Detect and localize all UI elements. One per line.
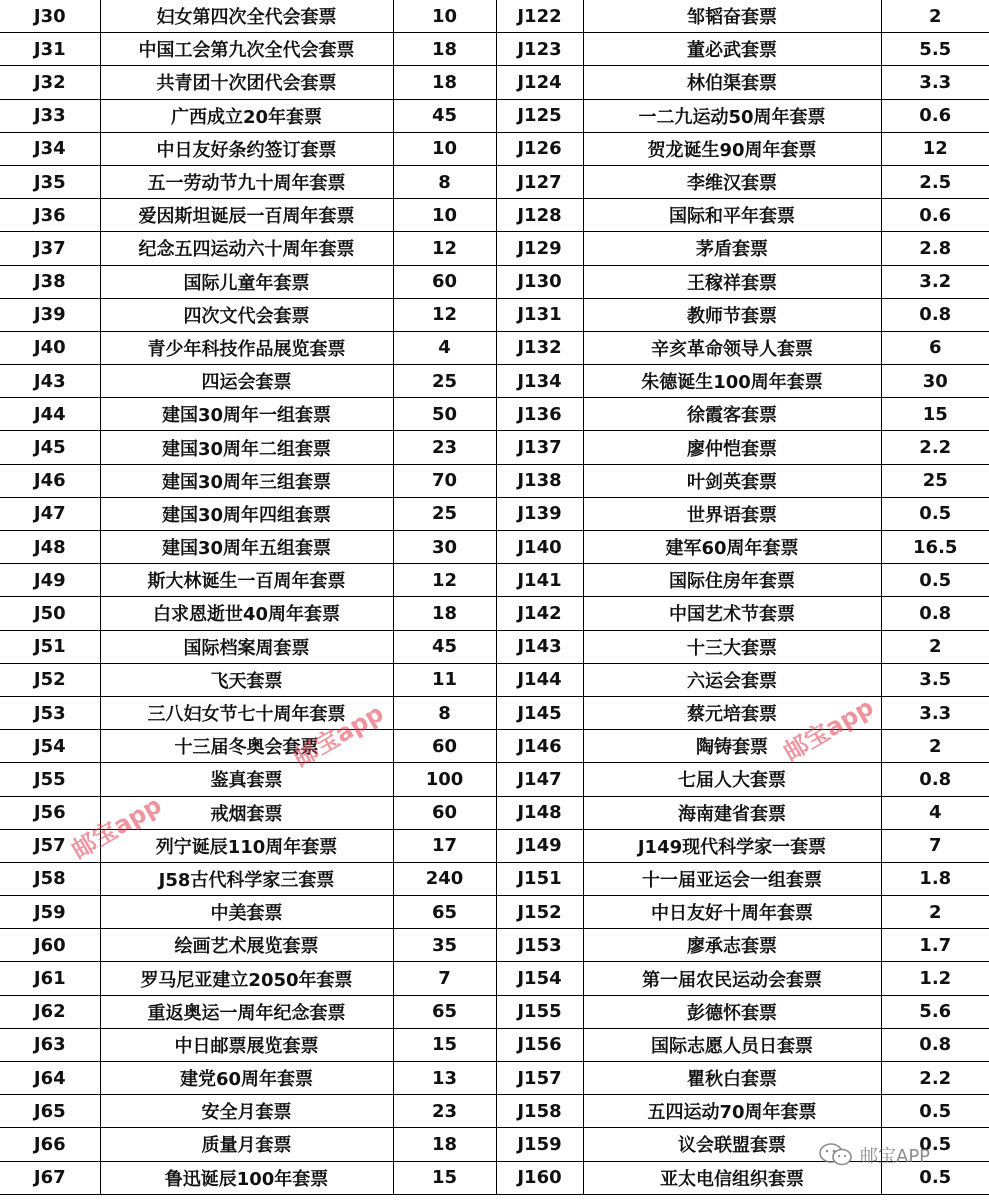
- stamp-id-left: J67: [0, 1161, 100, 1194]
- stamp-id-right: J132: [496, 331, 583, 364]
- stamp-name-right: J149现代科学家一套票: [583, 829, 881, 862]
- table-row: [0, 696, 989, 729]
- stamp-name-right: 陶铸套票: [583, 730, 881, 763]
- table-row: [0, 796, 989, 829]
- stamp-name-right: 瞿秋白套票: [583, 1062, 881, 1095]
- stamp-id-right: J143: [496, 630, 583, 663]
- stamp-id-right: J138: [496, 464, 583, 497]
- stamp-id-left: J37: [0, 232, 100, 265]
- stamp-price-right: 3.5: [881, 663, 989, 696]
- stamp-id-left: J66: [0, 1128, 100, 1161]
- stamp-price-left: 35: [393, 929, 496, 962]
- stamp-name-left: 国际档案周套票: [100, 630, 393, 663]
- table-row: [0, 99, 989, 132]
- stamp-id-right: J139: [496, 497, 583, 530]
- stamp-id-left: J64: [0, 1062, 100, 1095]
- table-row: [0, 497, 989, 530]
- stamp-id-left: J63: [0, 1028, 100, 1061]
- stamp-name-right: 中日友好十周年套票: [583, 896, 881, 929]
- stamp-id-right: J122: [496, 0, 583, 33]
- stamp-id-right: J129: [496, 232, 583, 265]
- stamp-name-right: 中国艺术节套票: [583, 597, 881, 630]
- stamp-price-right: 15: [881, 398, 989, 431]
- stamp-name-right: 十一届亚运会一组套票: [583, 862, 881, 895]
- stamp-name-left: 中美套票: [100, 896, 393, 929]
- stamp-id-right: J130: [496, 265, 583, 298]
- table-row: [0, 763, 989, 796]
- stamp-price-left: 100: [393, 763, 496, 796]
- stamp-id-right: J144: [496, 663, 583, 696]
- stamp-name-left: 四运会套票: [100, 365, 393, 398]
- stamp-id-left: J49: [0, 564, 100, 597]
- stamp-id-left: J46: [0, 464, 100, 497]
- table-row: [0, 896, 989, 929]
- stamp-id-left: J50: [0, 597, 100, 630]
- stamp-price-left: 30: [393, 531, 496, 564]
- table-row: [0, 929, 989, 962]
- stamp-price-right: 5.5: [881, 33, 989, 66]
- stamp-id-left: J39: [0, 298, 100, 331]
- stamp-price-right: 30: [881, 365, 989, 398]
- stamp-name-right: 国际住房年套票: [583, 564, 881, 597]
- stamp-id-left: J35: [0, 165, 100, 198]
- stamp-price-right: 3.3: [881, 66, 989, 99]
- table-row: [0, 995, 989, 1028]
- table-row: [0, 365, 989, 398]
- table-row: [0, 298, 989, 331]
- stamp-price-left: 15: [393, 1161, 496, 1194]
- stamp-id-right: J128: [496, 199, 583, 232]
- stamp-name-right: 邹韬奋套票: [583, 0, 881, 33]
- table-row: [0, 730, 989, 763]
- table-row: [0, 331, 989, 364]
- wechat-account-name: 邮宝APP: [860, 1146, 931, 1167]
- stamp-name-left: 国际儿童年套票: [100, 265, 393, 298]
- table-row: [0, 663, 989, 696]
- stamp-id-left: J55: [0, 763, 100, 796]
- stamp-id-right: J141: [496, 564, 583, 597]
- stamp-id-right: J149: [496, 829, 583, 862]
- stamp-price-right: 0.5: [881, 1161, 989, 1194]
- stamp-name-right: 林伯渠套票: [583, 66, 881, 99]
- stamp-name-left: 飞天套票: [100, 663, 393, 696]
- stamp-name-right: 世界语套票: [583, 497, 881, 530]
- stamp-price-left: 10: [393, 199, 496, 232]
- stamp-price-left: 60: [393, 730, 496, 763]
- stamp-name-left: 青少年科技作品展览套票: [100, 331, 393, 364]
- table-row: [0, 862, 989, 895]
- stamp-name-left: 妇女第四次全代会套票: [100, 0, 393, 33]
- stamp-id-right: J140: [496, 531, 583, 564]
- stamp-name-right: 朱德诞生100周年套票: [583, 365, 881, 398]
- stamp-id-right: J158: [496, 1095, 583, 1128]
- stamp-price-right: 2.8: [881, 232, 989, 265]
- stamp-id-left: J60: [0, 929, 100, 962]
- stamp-name-left: 建国30周年三组套票: [100, 464, 393, 497]
- table-row: [0, 464, 989, 497]
- stamp-name-right: 廖承志套票: [583, 929, 881, 962]
- stamp-price-left: 45: [393, 99, 496, 132]
- stamp-id-left: J30: [0, 0, 100, 33]
- stamp-price-right: 12: [881, 132, 989, 165]
- stamp-price-left: 7: [393, 962, 496, 995]
- stamp-name-left: 共青团十次团代会套票: [100, 66, 393, 99]
- stamp-price-right: 0.8: [881, 1028, 989, 1061]
- stamp-name-right: 海南建省套票: [583, 796, 881, 829]
- stamp-name-right: 一二九运动50周年套票: [583, 99, 881, 132]
- stamp-id-left: J52: [0, 663, 100, 696]
- stamp-name-right: 十三大套票: [583, 630, 881, 663]
- stamp-name-left: 中日邮票展览套票: [100, 1028, 393, 1061]
- stamp-name-right: 廖仲恺套票: [583, 431, 881, 464]
- table-row: [0, 0, 989, 33]
- table-row: [0, 829, 989, 862]
- stamp-name-right: 贺龙诞生90周年套票: [583, 132, 881, 165]
- stamp-id-right: J151: [496, 862, 583, 895]
- stamp-id-left: J44: [0, 398, 100, 431]
- stamp-name-right: 徐霞客套票: [583, 398, 881, 431]
- table-row: [0, 531, 989, 564]
- stamp-id-left: J56: [0, 796, 100, 829]
- stamp-name-right: 七届人大套票: [583, 763, 881, 796]
- stamp-price-right: 2: [881, 0, 989, 33]
- stamp-id-right: J157: [496, 1062, 583, 1095]
- stamp-price-right: 2: [881, 896, 989, 929]
- stamp-id-left: J47: [0, 497, 100, 530]
- stamp-id-right: J131: [496, 298, 583, 331]
- stamp-price-right: 3.3: [881, 696, 989, 729]
- stamp-name-left: 鲁迅诞辰100年套票: [100, 1161, 393, 1194]
- stamp-price-left: 23: [393, 431, 496, 464]
- stamp-price-left: 60: [393, 265, 496, 298]
- table-row: [0, 165, 989, 198]
- stamp-price-right: 6: [881, 331, 989, 364]
- stamp-name-left: J58古代科学家三套票: [100, 862, 393, 895]
- stamp-name-left: 十三届冬奥会套票: [100, 730, 393, 763]
- stamp-name-left: 列宁诞辰110周年套票: [100, 829, 393, 862]
- stamp-id-left: J54: [0, 730, 100, 763]
- stamp-id-right: J125: [496, 99, 583, 132]
- stamp-name-right: 建军60周年套票: [583, 531, 881, 564]
- stamp-price-right: 7: [881, 829, 989, 862]
- stamp-name-left: 建国30周年四组套票: [100, 497, 393, 530]
- stamp-id-right: J155: [496, 995, 583, 1028]
- stamp-id-right: J134: [496, 365, 583, 398]
- stamp-price-right: 2: [881, 730, 989, 763]
- stamp-id-right: J147: [496, 763, 583, 796]
- stamp-name-right: 议会联盟套票: [583, 1128, 881, 1161]
- table-row: [0, 630, 989, 663]
- stamp-price-left: 17: [393, 829, 496, 862]
- stamp-price-left: 60: [393, 796, 496, 829]
- stamp-id-left: J62: [0, 995, 100, 1028]
- stamp-id-left: J43: [0, 365, 100, 398]
- stamp-id-left: J59: [0, 896, 100, 929]
- stamp-id-right: J152: [496, 896, 583, 929]
- stamp-price-right: 4: [881, 796, 989, 829]
- watermark-app: 邮宝app: [778, 692, 879, 767]
- stamp-price-right: 25: [881, 464, 989, 497]
- stamp-price-right: 16.5: [881, 531, 989, 564]
- stamp-id-left: J38: [0, 265, 100, 298]
- stamp-id-right: J153: [496, 929, 583, 962]
- table-row: [0, 199, 989, 232]
- table-row: [0, 597, 989, 630]
- stamp-price-right: 1.7: [881, 929, 989, 962]
- stamp-name-left: 建国30周年一组套票: [100, 398, 393, 431]
- stamp-id-right: J148: [496, 796, 583, 829]
- stamp-name-left: 中国工会第九次全代会套票: [100, 33, 393, 66]
- stamp-price-left: 13: [393, 1062, 496, 1095]
- stamp-id-right: J145: [496, 696, 583, 729]
- stamp-id-right: J123: [496, 33, 583, 66]
- stamp-price-right: 0.5: [881, 1095, 989, 1128]
- stamp-price-left: 18: [393, 33, 496, 66]
- table-row: [0, 265, 989, 298]
- stamp-name-left: 安全月套票: [100, 1095, 393, 1128]
- stamp-name-right: 第一届农民运动会套票: [583, 962, 881, 995]
- stamp-name-left: 五一劳动节九十周年套票: [100, 165, 393, 198]
- stamp-price-left: 45: [393, 630, 496, 663]
- stamp-id-left: J51: [0, 630, 100, 663]
- stamp-price-right: 0.8: [881, 298, 989, 331]
- stamp-price-right: 2.2: [881, 1062, 989, 1095]
- table-row: [0, 1062, 989, 1095]
- stamp-name-left: 质量月套票: [100, 1128, 393, 1161]
- stamp-id-left: J34: [0, 132, 100, 165]
- stamp-price-left: 12: [393, 298, 496, 331]
- stamp-price-right: 0.5: [881, 564, 989, 597]
- stamp-price-left: 18: [393, 1128, 496, 1161]
- stamp-id-right: J127: [496, 165, 583, 198]
- stamp-price-right: 2.5: [881, 165, 989, 198]
- stamp-price-right: 5.6: [881, 995, 989, 1028]
- stamp-id-left: J65: [0, 1095, 100, 1128]
- stamp-price-right: 0.8: [881, 597, 989, 630]
- stamp-price-right: 2: [881, 630, 989, 663]
- table-row: [0, 962, 989, 995]
- stamp-price-left: 10: [393, 132, 496, 165]
- stamp-price-left: 8: [393, 165, 496, 198]
- stamp-price-left: 23: [393, 1095, 496, 1128]
- stamp-price-left: 25: [393, 365, 496, 398]
- stamp-name-right: 彭德怀套票: [583, 995, 881, 1028]
- stamp-name-left: 中日友好条约签订套票: [100, 132, 393, 165]
- stamp-name-left: 广西成立20年套票: [100, 99, 393, 132]
- stamp-name-right: 国际和平年套票: [583, 199, 881, 232]
- stamp-name-left: 白求恩逝世40周年套票: [100, 597, 393, 630]
- stamp-price-left: 18: [393, 66, 496, 99]
- stamp-id-left: J32: [0, 66, 100, 99]
- stamp-name-right: 国际志愿人员日套票: [583, 1028, 881, 1061]
- stamp-price-left: 240: [393, 862, 496, 895]
- stamp-name-right: 蔡元培套票: [583, 696, 881, 729]
- stamp-name-left: 爱因斯坦诞辰一百周年套票: [100, 199, 393, 232]
- stamp-name-left: 建国30周年二组套票: [100, 431, 393, 464]
- stamp-price-left: 65: [393, 896, 496, 929]
- stamp-price-left: 18: [393, 597, 496, 630]
- table-row: [0, 564, 989, 597]
- stamp-price-right: 0.5: [881, 497, 989, 530]
- table-row: [0, 1095, 989, 1128]
- stamp-id-right: J160: [496, 1161, 583, 1194]
- stamp-id-left: J33: [0, 99, 100, 132]
- stamp-price-left: 4: [393, 331, 496, 364]
- stamp-id-left: J48: [0, 531, 100, 564]
- stamp-price-left: 15: [393, 1028, 496, 1061]
- table-row: [0, 33, 989, 66]
- stamp-name-right: 董必武套票: [583, 33, 881, 66]
- stamp-id-left: J57: [0, 829, 100, 862]
- stamp-id-right: J136: [496, 398, 583, 431]
- stamp-price-left: 25: [393, 497, 496, 530]
- stamp-id-right: J159: [496, 1128, 583, 1161]
- stamp-name-right: 六运会套票: [583, 663, 881, 696]
- stamp-id-left: J36: [0, 199, 100, 232]
- stamp-id-left: J31: [0, 33, 100, 66]
- stamp-id-right: J124: [496, 66, 583, 99]
- stamp-id-left: J53: [0, 696, 100, 729]
- watermark-app: 邮宝app: [288, 698, 389, 773]
- stamp-name-left: 斯大林诞生一百周年套票: [100, 564, 393, 597]
- stamp-id-right: J156: [496, 1028, 583, 1061]
- stamp-id-left: J40: [0, 331, 100, 364]
- stamp-name-right: 叶剑英套票: [583, 464, 881, 497]
- stamp-price-left: 70: [393, 464, 496, 497]
- stamp-price-left: 12: [393, 232, 496, 265]
- stamp-name-right: 茅盾套票: [583, 232, 881, 265]
- stamp-id-right: J137: [496, 431, 583, 464]
- stamp-price-left: 12: [393, 564, 496, 597]
- table-row: [0, 66, 989, 99]
- stamp-name-right: 王稼祥套票: [583, 265, 881, 298]
- stamp-price-right: 0.8: [881, 763, 989, 796]
- stamp-name-left: 四次文代会套票: [100, 298, 393, 331]
- stamp-name-left: 罗马尼亚建立2050年套票: [100, 962, 393, 995]
- stamp-name-right: 辛亥革命领导人套票: [583, 331, 881, 364]
- stamp-name-left: 三八妇女节七十周年套票: [100, 696, 393, 729]
- stamp-name-right: 李维汉套票: [583, 165, 881, 198]
- stamp-price-right: 0.6: [881, 199, 989, 232]
- table-row: [0, 132, 989, 165]
- stamp-id-right: J126: [496, 132, 583, 165]
- stamp-price-right: 0.5: [881, 1128, 989, 1161]
- stamp-price-right: 1.2: [881, 962, 989, 995]
- table-row: [0, 1161, 989, 1194]
- table-row: [0, 431, 989, 464]
- stamp-price-left: 50: [393, 398, 496, 431]
- stamp-name-left: 纪念五四运动六十周年套票: [100, 232, 393, 265]
- stamp-price-right: 1.8: [881, 862, 989, 895]
- table-row: [0, 232, 989, 265]
- stamp-name-right: 五四运动70周年套票: [583, 1095, 881, 1128]
- stamp-name-left: 建党60周年套票: [100, 1062, 393, 1095]
- table-row: [0, 398, 989, 431]
- watermark-app: 邮宝app: [66, 790, 167, 865]
- stamp-price-left: 65: [393, 995, 496, 1028]
- stamp-price-left: 8: [393, 696, 496, 729]
- stamp-name-left: 绘画艺术展览套票: [100, 929, 393, 962]
- stamp-id-right: J142: [496, 597, 583, 630]
- stamp-name-left: 重返奥运一周年纪念套票: [100, 995, 393, 1028]
- stamp-price-right: 3.2: [881, 265, 989, 298]
- stamp-price-left: 11: [393, 663, 496, 696]
- stamp-id-right: J154: [496, 962, 583, 995]
- stamp-id-left: J58: [0, 862, 100, 895]
- stamp-name-left: 戒烟套票: [100, 796, 393, 829]
- table-row: [0, 1128, 989, 1161]
- stamp-id-left: J61: [0, 962, 100, 995]
- stamp-name-right: 教师节套票: [583, 298, 881, 331]
- stamp-id-right: J146: [496, 730, 583, 763]
- stamp-id-left: J45: [0, 431, 100, 464]
- stamp-price-right: 2.2: [881, 431, 989, 464]
- stamp-name-left: 建国30周年五组套票: [100, 531, 393, 564]
- stamp-name-right: 亚太电信组织套票: [583, 1161, 881, 1194]
- table-row: [0, 1028, 989, 1061]
- stamp-name-left: 鉴真套票: [100, 763, 393, 796]
- stamp-price-left: 10: [393, 0, 496, 33]
- stamp-price-right: 0.6: [881, 99, 989, 132]
